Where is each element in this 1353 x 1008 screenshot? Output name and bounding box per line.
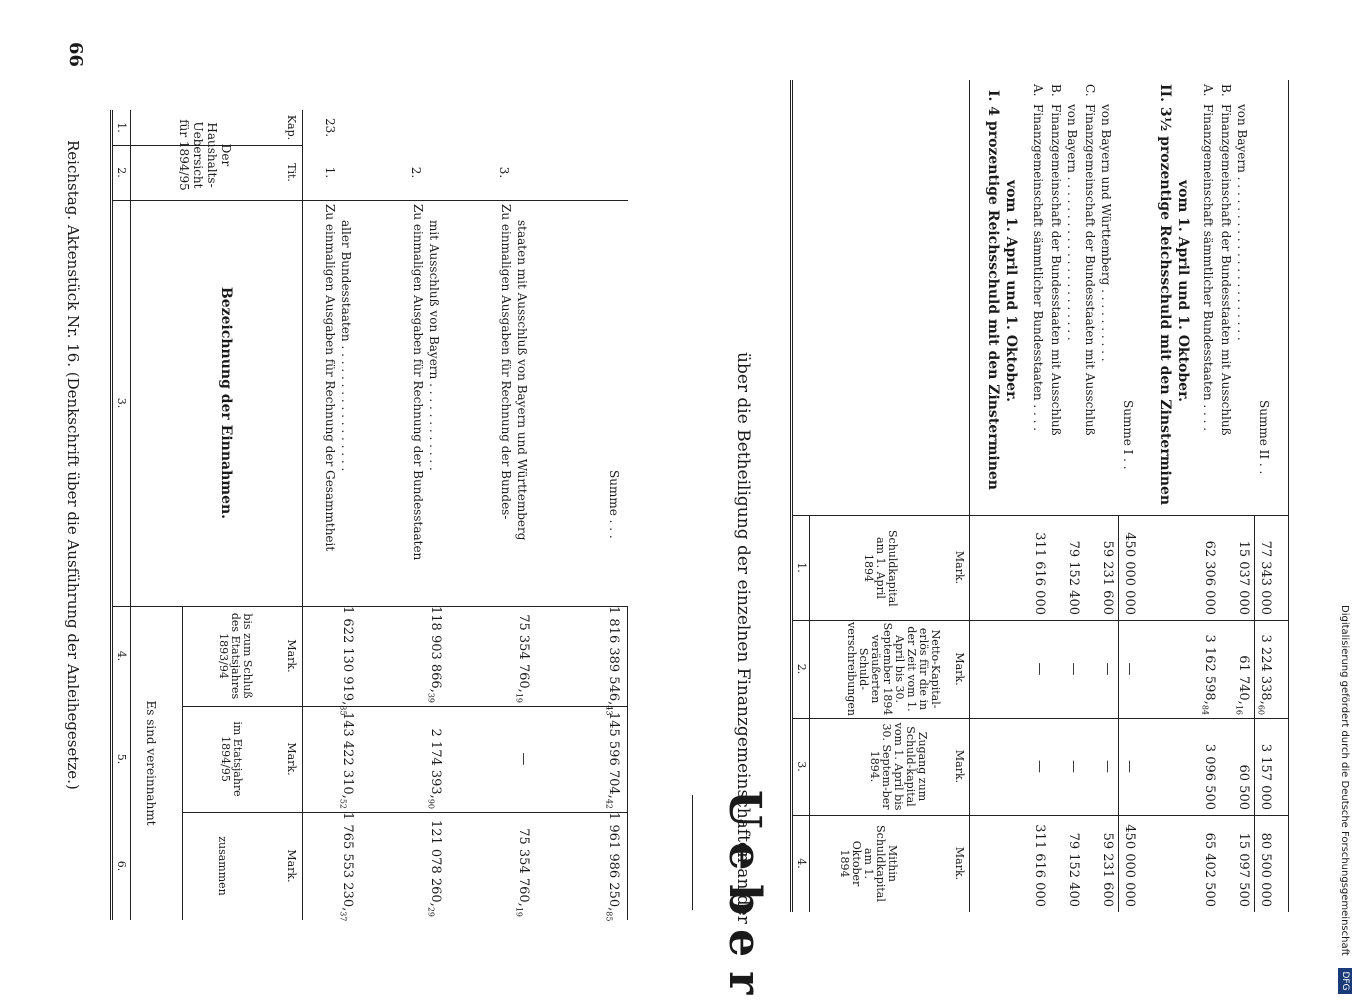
t2-sec2-title1: II. 3½ prozentige Reichsschuld mit den Zinsterminen	[1157, 84, 1173, 506]
dfg-logo: DFG	[1338, 968, 1352, 994]
t2-s1-row1-letter: A.	[1031, 84, 1045, 97]
t2-s1-row2-l1: Finanzgemeinschaft der Bundesstaaten mit Ausschluß	[1049, 104, 1063, 436]
t1-col5-head: im Etatsjahre 1894/95	[219, 721, 244, 797]
t1-colnum-4: 4.	[115, 650, 128, 662]
t2-s2-row1-c3: 3 096 500	[1202, 743, 1217, 810]
t1-row1-c6: 1 765 553 $230,_{37}$	[338, 812, 355, 922]
t2-s1-row3-c2: —	[1100, 662, 1115, 676]
t1-kap-head: Kap.	[285, 114, 298, 141]
table2-head-rule	[969, 80, 970, 912]
t2-s1-row3-c3: —	[1100, 760, 1115, 773]
t2-s1-row2-c1: 79 152 400	[1066, 540, 1081, 615]
t1-col4-head: bis zum Schluß des Etatsjahres 1893/94	[217, 612, 254, 700]
t2-s2-row2-c3: 60 500	[1236, 764, 1251, 810]
t1-row2-desc2: mit Ausschluß von Bayern . . . . . . . . . . . .	[427, 220, 441, 471]
table1-vline-e	[183, 812, 628, 813]
t2-c1-head: Schuldkapital am 1. April 1894	[862, 530, 899, 607]
t2-sec1-title2: vom 1. April und 1. Oktober.	[1003, 180, 1019, 403]
table1-group-rule	[182, 606, 183, 920]
t2-unit-1: Mark.	[953, 550, 966, 585]
t1-colnum-6: 6.	[115, 860, 128, 872]
t1-row1-desc2: aller Bundesstaaten . . . . . . . . . . . . . . . . .	[339, 220, 353, 472]
t2-sum2-c3: 3 157 000	[1258, 743, 1273, 810]
t1-row2-c6: 121 078 $260,_{29}$	[426, 819, 443, 917]
t1-sum-c5: 145 596 $704,_{42}$	[604, 711, 621, 809]
t1-colnum-5: 5.	[115, 753, 128, 765]
t2-s2-row2-c1: 15 037 000	[1236, 540, 1251, 615]
t1-unit-5: Mark.	[285, 742, 298, 776]
t2-unit-3: Mark.	[953, 749, 966, 784]
t2-s2-row1-c1: 62 306 000	[1202, 540, 1217, 615]
table2-top-rule	[790, 80, 793, 912]
t1-sum-c4: 1 816 389 $546,_{43}$	[604, 606, 621, 716]
t1-row3-desc2: staaten mit Ausschluß von Bayern und Württemberg	[515, 220, 529, 541]
t2-sum2-c2: 3 224 $338,_{60}$	[1256, 634, 1273, 715]
t2-s1-row3-c1: 59 231 600	[1100, 540, 1115, 615]
t2-sec2-title2: vom 1. April und 1. Oktober.	[1175, 180, 1191, 403]
t2-s1-row3-l1: Finanzgemeinschaft der Bundesstaaten mit Ausschluß	[1083, 104, 1097, 436]
t2-unit-2: Mark.	[953, 652, 966, 686]
table1-sum-rule	[627, 606, 628, 920]
t1-row2-tit: 2.	[409, 166, 423, 179]
section2-big-title: Ueber	[719, 790, 770, 1008]
table2-colnum-rule	[809, 515, 810, 912]
t2-sec1-title1: I. 4 prozentige Reichsschuld mit den Zinsterminen	[985, 90, 1001, 490]
t2-c4-head: Mithin Schuldkapital am 1. Oktober 1894	[838, 825, 899, 902]
t1-row3-c5: —	[516, 752, 531, 766]
table1-vline-c	[113, 606, 628, 607]
t2-s1-row2-letter: B.	[1049, 84, 1063, 97]
t2-s1-row1-l1: Finanzgemeinschaft sämmtlicher Bundesstaaten . . . .	[1031, 104, 1045, 432]
t2-s2-row2-l2: von Bayern . . . . . . . . . . . . . . . . . . . . . .	[1235, 104, 1249, 341]
t1-row3-c4: 75 354 $760,_{19}$	[514, 614, 531, 703]
t1-colnum-2: 2.	[115, 167, 128, 178]
t1-row2-c4: 118 903 $866,_{39}$	[426, 606, 443, 704]
t2-s1-row1-c2: —	[1032, 662, 1047, 676]
t2-sum1-c3: —	[1122, 760, 1137, 773]
t1-row1-kap: 23.	[323, 117, 337, 138]
t2-s1-row2-c4: 79 152 400	[1066, 832, 1081, 907]
t2-c3-head: Zugang zum Schuld-kapital vom 1. April bis 30. Septem-ber 1894.	[868, 722, 929, 811]
t1-colnum-3: 3.	[115, 397, 128, 409]
t2-s2-row1-c4: 65 402 500	[1202, 832, 1217, 907]
table1-colnum-rule	[130, 110, 131, 920]
t2-s1-row1-c4: 311 616 000	[1032, 824, 1047, 907]
t1-row3-tit: 3.	[497, 166, 511, 179]
t1-unit-6: Mark.	[285, 849, 298, 883]
t1-col3-head: Bezeichnung der Einnahmen.	[218, 286, 234, 520]
t2-s2-row2-c4: 15 097 500	[1236, 832, 1251, 907]
table1-vline-d	[183, 706, 628, 707]
table2-bottom-rule	[1288, 80, 1289, 912]
dfg-credit: Digitalisierung gefördert durch die Deutsche Forschungsgemeinschaft	[1339, 605, 1350, 956]
table1-head-rule	[302, 110, 303, 920]
t2-sum2-label: Summe II . .	[1257, 400, 1271, 475]
t2-s1-row3-l2: von Bayern und Württemberg . . . . . . . . . .	[1099, 104, 1113, 362]
t2-s2-row1-c2: 3 162 $598,_{84}$	[1200, 634, 1217, 715]
t2-s1-row2-l2: von Bayern . . . . . . . . . . . . . . . . . . . . . .	[1065, 104, 1079, 341]
table1-vline-b	[113, 200, 628, 201]
t1-group-head: Es sind vereinnahmt	[144, 700, 158, 826]
section2-subtitle: über die Betheiligung der einzelnen Finanzgemeinschaften an der	[733, 352, 753, 924]
t1-colnum-1: 1.	[115, 122, 128, 133]
t2-s2-row1-l1: Finanzgemeinschaft sämmtlicher Bundesstaaten . . . .	[1201, 104, 1215, 432]
table1-top-rule	[110, 110, 113, 920]
t1-row3-c6: 75 354 $760,_{19}$	[514, 828, 531, 917]
t1-row1-desc1: Zu einmaligen Ausgaben für Rechnung der Gesammtheit	[323, 204, 337, 552]
t2-s2-row2-letter: B.	[1219, 84, 1233, 97]
t2-s1-row1-c3: —	[1032, 760, 1047, 773]
t2-c2-head: Netto-Kapital-erlös für die in der Zeit vom 1. April bis 30. September 1894 veräußerten Schuld-verschreibungen	[845, 622, 942, 717]
t2-unit-4: Mark.	[953, 846, 966, 881]
t1-row3-desc1: Zu einmaligen Ausgaben für Rechnung der Bundes-	[499, 204, 513, 520]
t1-row1-c4: 1 622 130 $919,_{85}$	[338, 606, 355, 716]
t2-sum1-rule	[1118, 515, 1119, 912]
t2-colnum-3: 3.	[795, 761, 808, 772]
t2-colnum-4: 4.	[795, 858, 808, 869]
t2-s1-row2-c3: —	[1066, 760, 1081, 773]
t2-sum1-c2: —	[1122, 662, 1137, 676]
t1-sum-c6: 1 961 986 $250,_{85}$	[604, 812, 621, 922]
t1-col1-head: Der Haushalts-Uebersicht für 1894/95	[177, 119, 233, 191]
section2-rule	[692, 795, 693, 910]
t2-sum1-c4: 450 000 000	[1122, 824, 1137, 907]
t1-col6-head: zusammen	[216, 836, 229, 896]
t1-unit-4: Mark.	[285, 639, 298, 673]
t2-s2-row2-l1: Finanzgemeinschaft der Bundesstaaten mit Ausschluß	[1219, 104, 1233, 436]
t2-sum1-c1: 450 000 000	[1122, 532, 1137, 615]
t2-colnum-2: 2.	[795, 663, 808, 675]
t1-row2-desc1: Zu einmaligen Ausgaben für Rechnung der Bundesstaaten	[411, 204, 425, 561]
t1-tit-head: Tit.	[285, 163, 298, 182]
t2-s1-row1-c1: 311 616 000	[1032, 532, 1047, 615]
t2-sum1-label: Summe I . .	[1121, 400, 1135, 470]
t1-row1-c5: 143 422 $310,_{52}$	[338, 711, 355, 809]
t2-sum2-c1: 77 343 000	[1258, 540, 1273, 615]
t1-row1-tit: 1.	[323, 166, 337, 179]
t2-s1-row3-c4: 59 231 600	[1100, 832, 1115, 907]
t2-s1-row3-letter: C.	[1083, 84, 1097, 97]
t2-s1-row2-c2: —	[1066, 662, 1081, 676]
t1-row2-c5: 2 174 $393,_{90}$	[426, 728, 443, 809]
t2-colnum-1: 1.	[795, 562, 808, 573]
page-title: Reichstag. Aktenstück Nr. 16. (Denkschrift über die Ausführung der Anleihegesetze.)	[64, 140, 82, 790]
t2-sum2-c4: 80 500 000	[1258, 832, 1273, 907]
t1-sum-label: Summe . . .	[607, 470, 621, 539]
page-number: 66	[65, 42, 86, 68]
t2-s2-row2-c2: 61 $740,_{16}$	[1234, 655, 1251, 715]
t2-s2-row1-letter: A.	[1201, 84, 1215, 97]
